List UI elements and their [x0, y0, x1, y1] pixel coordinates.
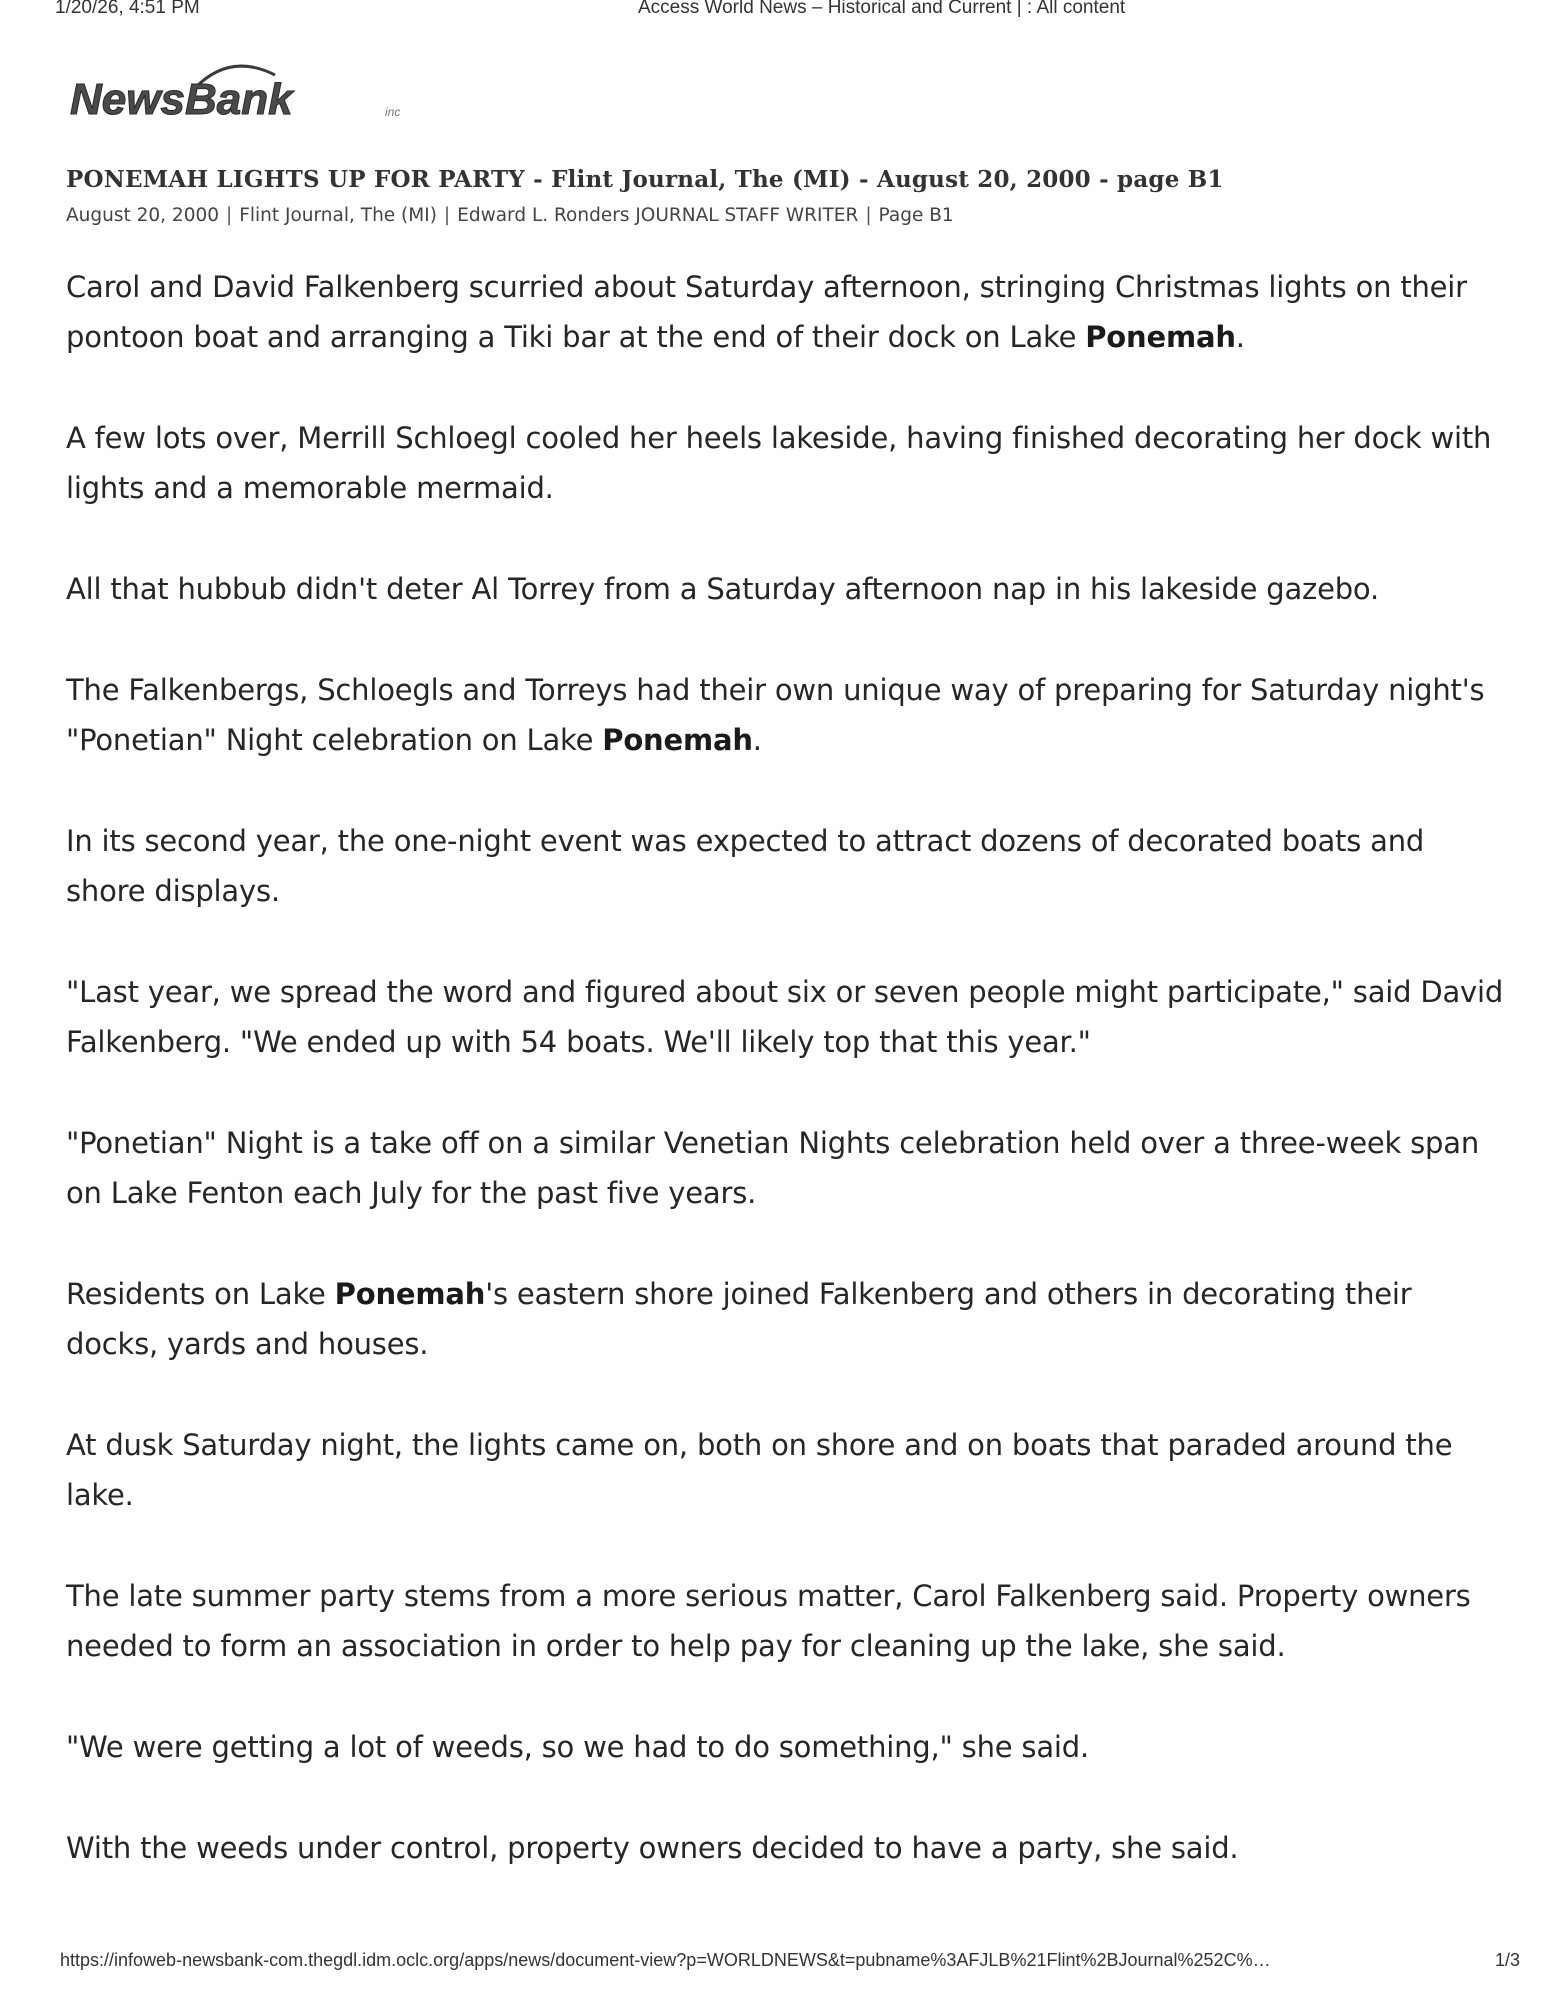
print-page-title: Access World News – Historical and Current | : All content: [638, 0, 1126, 18]
article-paragraph: "Ponetian" Night is a take off on a similar Venetian Nights celebration held over a three-week span on Lake Fenton each July for the past five years.: [66, 1126, 1479, 1210]
print-url: https://infoweb-newsbank-com.thegdl.idm.oclc.org/apps/news/document-view?p=WORLDNEWS&t=pubname%3AFJLB%21Flint%2BJournal%252C%…: [60, 1950, 1271, 1970]
print-timestamp: 1/20/26, 4:51 PM: [55, 0, 200, 18]
article-meta: [66, 205, 954, 226]
newsbank-logo-mark: [70, 50, 430, 140]
article-paragraph: The Falkenbergs, Schloegls and Torreys had their own unique way of preparing for Saturday night's "Ponetian" Night celebration on Lake Ponemah.: [66, 673, 1485, 757]
meta-page: Page B1: [878, 205, 954, 226]
print-header: [0, 0, 1553, 22]
meta-source: Flint Journal, The (MI): [239, 205, 437, 226]
search-term-highlight: Ponemah: [1085, 320, 1236, 354]
meta-separator: |: [865, 205, 872, 226]
search-term-highlight: Ponemah: [334, 1277, 486, 1311]
article-paragraph: The late summer party stems from a more serious matter, Carol Falkenberg said. Property owners needed to form an association in order to help pay for cleaning up the lake, she said.: [66, 1579, 1471, 1663]
meta-date: August 20, 2000: [66, 205, 220, 226]
print-page-indicator: 1/3: [1494, 1950, 1520, 1970]
newsbank-logo: [70, 50, 430, 140]
meta-separator: |: [443, 205, 451, 226]
article-paragraph: "We were getting a lot of weeds, so we had to do something," she said.: [66, 1730, 1089, 1764]
logo-text: NewsBank: [70, 75, 293, 124]
logo-suffix: inc: [385, 105, 401, 119]
search-term-highlight: Ponemah: [602, 723, 753, 757]
article-paragraph: Residents on Lake Ponemah's eastern shore joined Falkenberg and others in decorating their docks, yards and houses.: [66, 1277, 1412, 1361]
meta-author: Edward L. Ronders JOURNAL STAFF WRITER: [457, 205, 859, 226]
article-body: [66, 262, 1506, 1924]
meta-separator: |: [226, 205, 233, 226]
article-paragraph: "Last year, we spread the word and figured about six or seven people might participate," said David Falkenberg. "We ended up with 54 boats. We'll likely top that this year.": [66, 975, 1504, 1059]
article-paragraph: With the weeds under control, property owners decided to have a party, she said.: [66, 1831, 1239, 1865]
article-paragraph: At dusk Saturday night, the lights came on, both on shore and on boats that paraded around the lake.: [66, 1428, 1453, 1512]
article-paragraph: All that hubbub didn't deter Al Torrey from a Saturday afternoon nap in his lakeside gazebo.: [66, 572, 1379, 606]
article-paragraph: A few lots over, Merrill Schloegl cooled her heels lakeside, having finished decorating her dock with lights and a memorable mermaid.: [66, 421, 1492, 505]
print-footer: [60, 1950, 1520, 1974]
article-title: PONEMAH LIGHTS UP FOR PARTY - Flint Journal, The (MI) - August 20, 2000 - page B1: [66, 166, 1224, 193]
article-paragraph: In its second year, the one-night event was expected to attract dozens of decorated boats and shore displays.: [66, 824, 1425, 908]
article-paragraph: Carol and David Falkenberg scurried about Saturday afternoon, stringing Christmas lights on their pontoon boat and arranging a Tiki bar at the end of their dock on Lake Ponemah.: [66, 270, 1467, 354]
